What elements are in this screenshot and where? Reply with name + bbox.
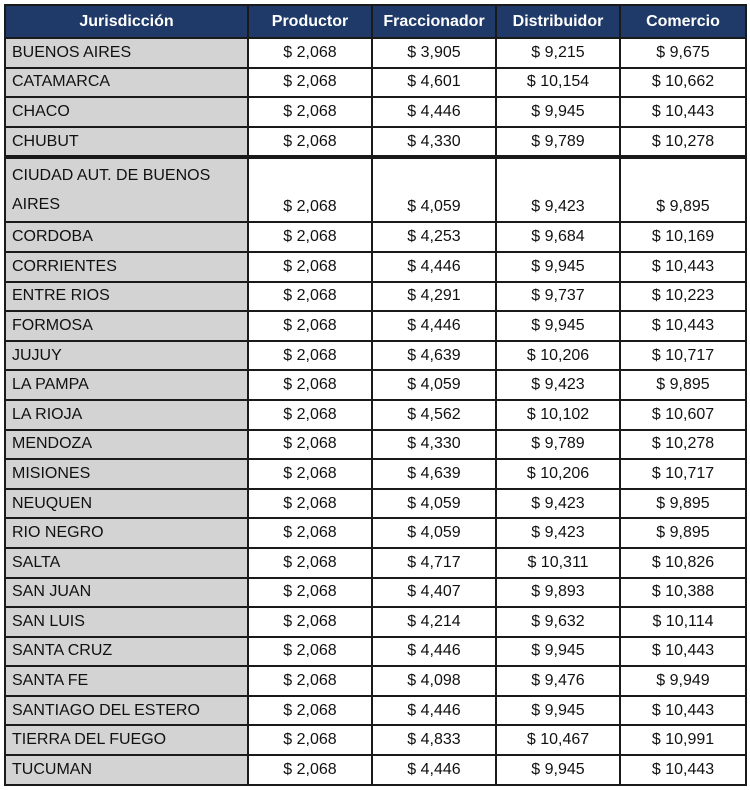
table-row bbox=[5, 430, 746, 460]
cell-distribuidor: $ 9,423 bbox=[496, 518, 620, 548]
cell-distribuidor: $ 9,215 bbox=[496, 38, 620, 68]
cell-comercio: $ 10,607 bbox=[620, 400, 746, 430]
cell-fraccionador: $ 4,833 bbox=[372, 725, 496, 755]
table-row bbox=[5, 459, 746, 489]
header-productor: Productor bbox=[248, 5, 372, 38]
cell-productor: $ 2,068 bbox=[248, 341, 372, 371]
cell-fraccionador: $ 4,639 bbox=[372, 459, 496, 489]
cell-jurisdiccion: ENTRE RIOS bbox=[5, 282, 248, 312]
cell-productor: $ 2,068 bbox=[248, 518, 372, 548]
cell-jurisdiccion: TIERRA DEL FUEGO bbox=[5, 725, 248, 755]
cell-distribuidor: $ 9,945 bbox=[496, 637, 620, 667]
cell-comercio: $ 9,949 bbox=[620, 666, 746, 696]
cell-comercio: $ 10,443 bbox=[620, 755, 746, 785]
table-row bbox=[5, 97, 746, 127]
cell-jurisdiccion: SANTIAGO DEL ESTERO bbox=[5, 696, 248, 726]
cell-fraccionador: $ 4,446 bbox=[372, 696, 496, 726]
cell-comercio: $ 10,717 bbox=[620, 341, 746, 371]
table-row bbox=[5, 666, 746, 696]
cell-productor: $ 2,068 bbox=[248, 637, 372, 667]
cell-productor: $ 2,068 bbox=[248, 127, 372, 158]
cell-productor: $ 2,068 bbox=[248, 252, 372, 282]
cell-productor: $ 2,068 bbox=[248, 755, 372, 785]
cell-productor: $ 2,068 bbox=[248, 607, 372, 637]
cell-jurisdiccion: SANTA FE bbox=[5, 666, 248, 696]
cell-jurisdiccion: CORRIENTES bbox=[5, 252, 248, 282]
cell-fraccionador: $ 4,446 bbox=[372, 311, 496, 341]
cell-fraccionador: $ 4,059 bbox=[372, 489, 496, 519]
table-row bbox=[5, 157, 746, 222]
cell-comercio: $ 10,991 bbox=[620, 725, 746, 755]
cell-fraccionador: $ 4,330 bbox=[372, 127, 496, 158]
cell-comercio: $ 9,895 bbox=[620, 518, 746, 548]
table-row bbox=[5, 725, 746, 755]
cell-distribuidor: $ 10,206 bbox=[496, 341, 620, 371]
cell-distribuidor: $ 9,789 bbox=[496, 127, 620, 158]
cell-jurisdiccion: BUENOS AIRES bbox=[5, 38, 248, 68]
cell-distribuidor: $ 9,632 bbox=[496, 607, 620, 637]
header-fraccionador: Fraccionador bbox=[372, 5, 496, 38]
cell-productor: $ 2,068 bbox=[248, 725, 372, 755]
table-row bbox=[5, 282, 746, 312]
table-row bbox=[5, 518, 746, 548]
cell-productor: $ 2,068 bbox=[248, 97, 372, 127]
cell-distribuidor: $ 9,893 bbox=[496, 578, 620, 608]
cell-fraccionador: $ 4,214 bbox=[372, 607, 496, 637]
cell-comercio: $ 10,443 bbox=[620, 311, 746, 341]
cell-jurisdiccion: SALTA bbox=[5, 548, 248, 578]
table-row bbox=[5, 696, 746, 726]
cell-productor: $ 2,068 bbox=[248, 666, 372, 696]
table-row bbox=[5, 370, 746, 400]
table-row bbox=[5, 607, 746, 637]
table-row bbox=[5, 400, 746, 430]
header-row bbox=[5, 5, 746, 38]
cell-productor: $ 2,068 bbox=[248, 38, 372, 68]
cell-comercio: $ 10,223 bbox=[620, 282, 746, 312]
cell-productor: $ 2,068 bbox=[248, 459, 372, 489]
table-row bbox=[5, 578, 746, 608]
cell-jurisdiccion: MENDOZA bbox=[5, 430, 248, 460]
cell-fraccionador: $ 4,601 bbox=[372, 68, 496, 98]
cell-fraccionador: $ 4,562 bbox=[372, 400, 496, 430]
cell-comercio: $ 10,388 bbox=[620, 578, 746, 608]
cell-distribuidor: $ 9,423 bbox=[496, 370, 620, 400]
cell-productor: $ 2,068 bbox=[248, 157, 372, 222]
cell-productor: $ 2,068 bbox=[248, 68, 372, 98]
cell-distribuidor: $ 9,423 bbox=[496, 489, 620, 519]
table-row bbox=[5, 489, 746, 519]
cell-fraccionador: $ 4,059 bbox=[372, 157, 496, 222]
cell-productor: $ 2,068 bbox=[248, 370, 372, 400]
cell-productor: $ 2,068 bbox=[248, 400, 372, 430]
table-row bbox=[5, 755, 746, 785]
cell-jurisdiccion: FORMOSA bbox=[5, 311, 248, 341]
cell-fraccionador: $ 4,098 bbox=[372, 666, 496, 696]
price-table bbox=[4, 4, 747, 786]
cell-fraccionador: $ 3,905 bbox=[372, 38, 496, 68]
cell-jurisdiccion: CORDOBA bbox=[5, 222, 248, 252]
cell-fraccionador: $ 4,717 bbox=[372, 548, 496, 578]
table-row bbox=[5, 548, 746, 578]
cell-comercio: $ 9,895 bbox=[620, 157, 746, 222]
cell-distribuidor: $ 10,206 bbox=[496, 459, 620, 489]
cell-jurisdiccion: CHUBUT bbox=[5, 127, 248, 158]
cell-comercio: $ 9,895 bbox=[620, 489, 746, 519]
cell-distribuidor: $ 10,311 bbox=[496, 548, 620, 578]
table-row bbox=[5, 252, 746, 282]
cell-jurisdiccion: NEUQUEN bbox=[5, 489, 248, 519]
cell-jurisdiccion: CIUDAD AUT. DE BUENOS AIRES bbox=[5, 157, 248, 222]
cell-fraccionador: $ 4,639 bbox=[372, 341, 496, 371]
cell-jurisdiccion: TUCUMAN bbox=[5, 755, 248, 785]
cell-jurisdiccion: RIO NEGRO bbox=[5, 518, 248, 548]
cell-comercio: $ 10,114 bbox=[620, 607, 746, 637]
cell-distribuidor: $ 9,945 bbox=[496, 696, 620, 726]
cell-distribuidor: $ 9,789 bbox=[496, 430, 620, 460]
cell-distribuidor: $ 10,154 bbox=[496, 68, 620, 98]
cell-jurisdiccion: LA RIOJA bbox=[5, 400, 248, 430]
header-jurisdiccion: Jurisdicción bbox=[5, 5, 248, 38]
cell-fraccionador: $ 4,059 bbox=[372, 370, 496, 400]
table-row bbox=[5, 341, 746, 371]
cell-comercio: $ 9,895 bbox=[620, 370, 746, 400]
cell-comercio: $ 9,675 bbox=[620, 38, 746, 68]
cell-productor: $ 2,068 bbox=[248, 311, 372, 341]
cell-fraccionador: $ 4,330 bbox=[372, 430, 496, 460]
cell-comercio: $ 10,717 bbox=[620, 459, 746, 489]
table-row bbox=[5, 127, 746, 158]
header-comercio: Comercio bbox=[620, 5, 746, 38]
cell-fraccionador: $ 4,446 bbox=[372, 252, 496, 282]
cell-jurisdiccion: CATAMARCA bbox=[5, 68, 248, 98]
cell-fraccionador: $ 4,446 bbox=[372, 755, 496, 785]
cell-distribuidor: $ 10,102 bbox=[496, 400, 620, 430]
table-body bbox=[5, 38, 746, 785]
cell-jurisdiccion: LA PAMPA bbox=[5, 370, 248, 400]
cell-productor: $ 2,068 bbox=[248, 282, 372, 312]
cell-fraccionador: $ 4,446 bbox=[372, 97, 496, 127]
table-row bbox=[5, 68, 746, 98]
cell-distribuidor: $ 10,467 bbox=[496, 725, 620, 755]
cell-distribuidor: $ 9,423 bbox=[496, 157, 620, 222]
cell-comercio: $ 10,443 bbox=[620, 637, 746, 667]
cell-fraccionador: $ 4,253 bbox=[372, 222, 496, 252]
cell-fraccionador: $ 4,059 bbox=[372, 518, 496, 548]
cell-jurisdiccion: CHACO bbox=[5, 97, 248, 127]
cell-comercio: $ 10,169 bbox=[620, 222, 746, 252]
cell-comercio: $ 10,443 bbox=[620, 97, 746, 127]
cell-productor: $ 2,068 bbox=[248, 489, 372, 519]
cell-fraccionador: $ 4,407 bbox=[372, 578, 496, 608]
cell-distribuidor: $ 9,737 bbox=[496, 282, 620, 312]
header-distribuidor: Distribuidor bbox=[496, 5, 620, 38]
cell-fraccionador: $ 4,446 bbox=[372, 637, 496, 667]
table-row bbox=[5, 637, 746, 667]
cell-jurisdiccion: SANTA CRUZ bbox=[5, 637, 248, 667]
cell-productor: $ 2,068 bbox=[248, 222, 372, 252]
cell-distribuidor: $ 9,945 bbox=[496, 755, 620, 785]
table-row bbox=[5, 311, 746, 341]
cell-comercio: $ 10,662 bbox=[620, 68, 746, 98]
table-row bbox=[5, 38, 746, 68]
cell-distribuidor: $ 9,945 bbox=[496, 311, 620, 341]
cell-productor: $ 2,068 bbox=[248, 578, 372, 608]
cell-distribuidor: $ 9,476 bbox=[496, 666, 620, 696]
cell-comercio: $ 10,443 bbox=[620, 252, 746, 282]
cell-distribuidor: $ 9,945 bbox=[496, 252, 620, 282]
cell-comercio: $ 10,826 bbox=[620, 548, 746, 578]
cell-distribuidor: $ 9,945 bbox=[496, 97, 620, 127]
cell-jurisdiccion: SAN JUAN bbox=[5, 578, 248, 608]
cell-productor: $ 2,068 bbox=[248, 696, 372, 726]
cell-comercio: $ 10,278 bbox=[620, 430, 746, 460]
cell-productor: $ 2,068 bbox=[248, 548, 372, 578]
cell-distribuidor: $ 9,684 bbox=[496, 222, 620, 252]
cell-fraccionador: $ 4,291 bbox=[372, 282, 496, 312]
table-row bbox=[5, 222, 746, 252]
cell-jurisdiccion: SAN LUIS bbox=[5, 607, 248, 637]
cell-comercio: $ 10,443 bbox=[620, 696, 746, 726]
cell-jurisdiccion: JUJUY bbox=[5, 341, 248, 371]
cell-jurisdiccion: MISIONES bbox=[5, 459, 248, 489]
cell-comercio: $ 10,278 bbox=[620, 127, 746, 158]
cell-productor: $ 2,068 bbox=[248, 430, 372, 460]
